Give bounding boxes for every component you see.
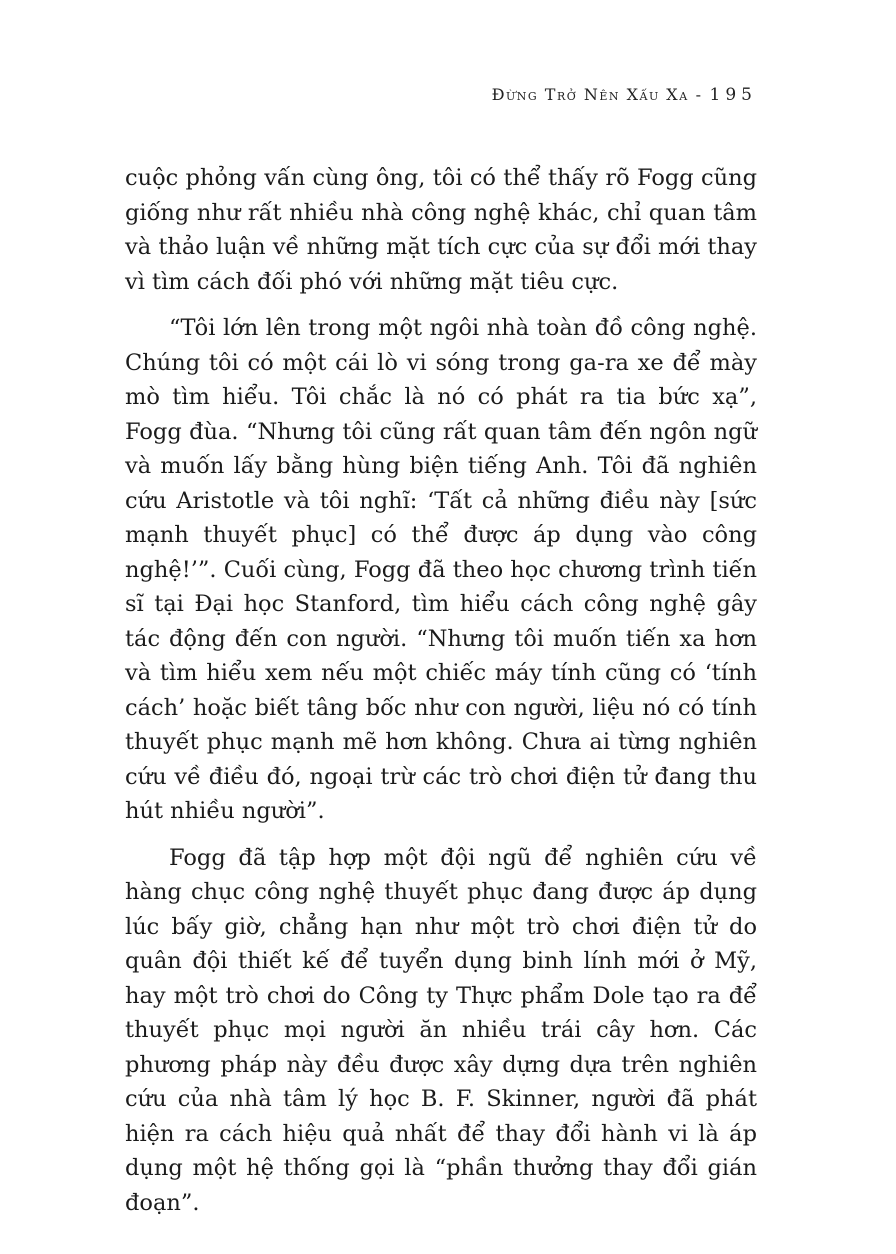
body-text [125, 161, 757, 1232]
paragraph: cuộc phỏng vấn cùng ông, tôi có thể thấy rõ Fogg cũng giống như rất nhiều nhà công nghệ khác, chỉ quan tâm và thảo luận về những mặt tích cực của sự đổi mới thay vì tìm cách đối phó với những mặt tiêu cực. [125, 165, 757, 295]
page-number: 195 [709, 85, 757, 105]
running-header-title: Đừng Trở Nên Xấu Xa [491, 85, 689, 104]
running-header-separator: - [695, 85, 703, 104]
running-header [125, 85, 757, 105]
paragraph: Fogg đã tập hợp một đội ngũ để nghiên cứu về hàng chục công nghệ thuyết phục đang được áp dụng lúc bấy giờ, chẳng hạn như một trò chơi điện tử do quân đội thiết kế để tuyển dụng binh lính mới ở Mỹ, hay một trò chơi do Công ty Thực phẩm Dole tạo ra để thuyết phục mọi người ăn nhiều trái cây hơn. Các phương pháp này đều được xây dựng dựa trên nghiên cứu của nhà tâm lý học B. F. Skinner, người đã phát hiện ra cách hiệu quả nhất để thay đổi hành vi là áp dụng một hệ thống gọi là “phần thưởng thay đổi gián đoạn”. [125, 844, 757, 1216]
paragraph: “Tôi lớn lên trong một ngôi nhà toàn đồ công nghệ. Chúng tôi có một cái lò vi sóng trong ga-ra xe để mày mò tìm hiểu. Tôi chắc là nó có phát ra tia bức xạ”, Fogg đùa. “Nhưng tôi cũng rất quan tâm đến ngôn ngữ và muốn lấy bằng hùng biện tiếng Anh. Tôi đã nghiên cứu Aristotle và tôi nghĩ: ‘Tất cả những điều này [sức mạnh thuyết phục] có thể được áp dụng vào công nghệ!’”. Cuối cùng, Fogg đã theo học chương trình tiến sĩ tại Đại học Stanford, tìm hiểu cách công nghệ gây tác động đến con người. “Nhưng tôi muốn tiến xa hơn và tìm hiểu xem nếu một chiếc máy tính cũng có ‘tính cách’ hoặc biết tâng bốc như con người, liệu nó có tính thuyết phục mạnh mẽ hơn không. Chưa ai từng nghiên cứu về điều đó, ngoại trừ các trò chơi điện tử đang thu hút nhiều người”. [125, 315, 757, 824]
